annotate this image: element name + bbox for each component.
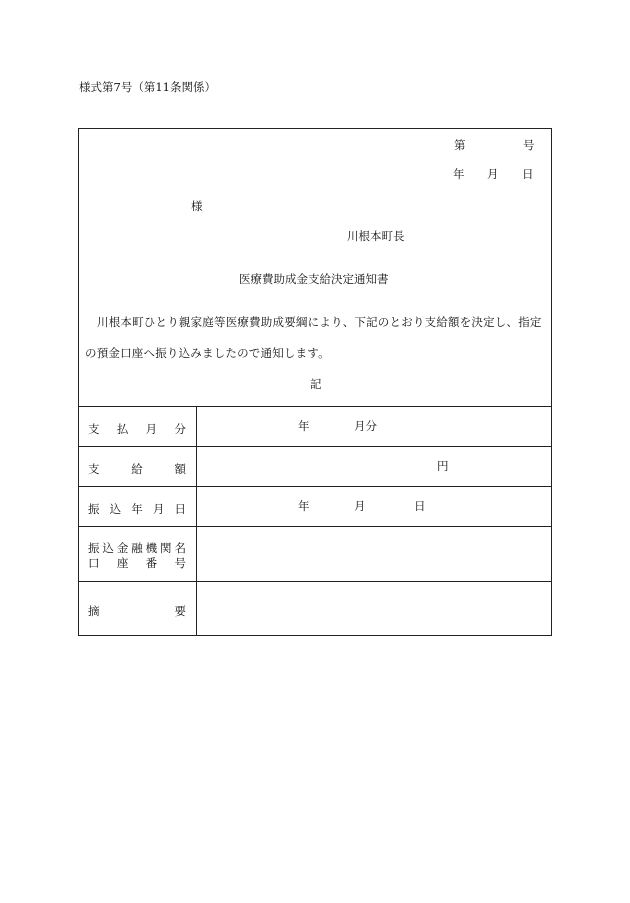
transfer-date-month: 月 <box>354 499 366 513</box>
issuer-name: 川根本町長 <box>347 229 405 243</box>
number-suffix: 号 <box>523 138 535 152</box>
remarks-label: 摘 要 <box>88 604 186 618</box>
payment-month-month: 月分 <box>354 419 377 433</box>
body-line-1: 川根本町ひとり親家庭等医療費助成要綱により、下記のとおり支給額を決定し、指定 <box>97 315 542 329</box>
payment-month-year: 年 <box>298 419 310 433</box>
form-number-caption: 様式第7号（第11条関係） <box>79 80 216 94</box>
date-year-label: 年 <box>453 167 465 181</box>
row-rule <box>79 446 551 447</box>
addressee-suffix: 様 <box>191 199 203 213</box>
amount-label: 支 給 額 <box>88 462 186 476</box>
bank-name-label: 振 込 金 融 機 関 名 <box>88 541 186 555</box>
transfer-date-year: 年 <box>298 499 310 513</box>
number-prefix: 第 <box>454 138 466 152</box>
table-top-rule <box>79 406 551 407</box>
amount-yen-unit: 円 <box>437 459 449 473</box>
date-month-label: 月 <box>487 167 499 181</box>
payment-month-label: 支 払 月 分 <box>88 422 186 436</box>
label-column-rule <box>196 406 197 635</box>
row-rule <box>79 581 551 582</box>
notice-form-frame <box>78 128 552 636</box>
ki-heading: 記 <box>310 377 322 391</box>
account-number-label: 口 座 番 号 <box>88 556 186 570</box>
row-rule <box>79 486 551 487</box>
body-line-2: の預金口座へ振り込みましたので通知します。 <box>85 346 330 360</box>
document-title: 医療費助成金支給決定通知書 <box>239 272 389 286</box>
date-day-label: 日 <box>522 167 534 181</box>
row-rule <box>79 526 551 527</box>
transfer-date-label: 振 込 年 月 日 <box>88 502 186 516</box>
transfer-date-day: 日 <box>414 499 426 513</box>
